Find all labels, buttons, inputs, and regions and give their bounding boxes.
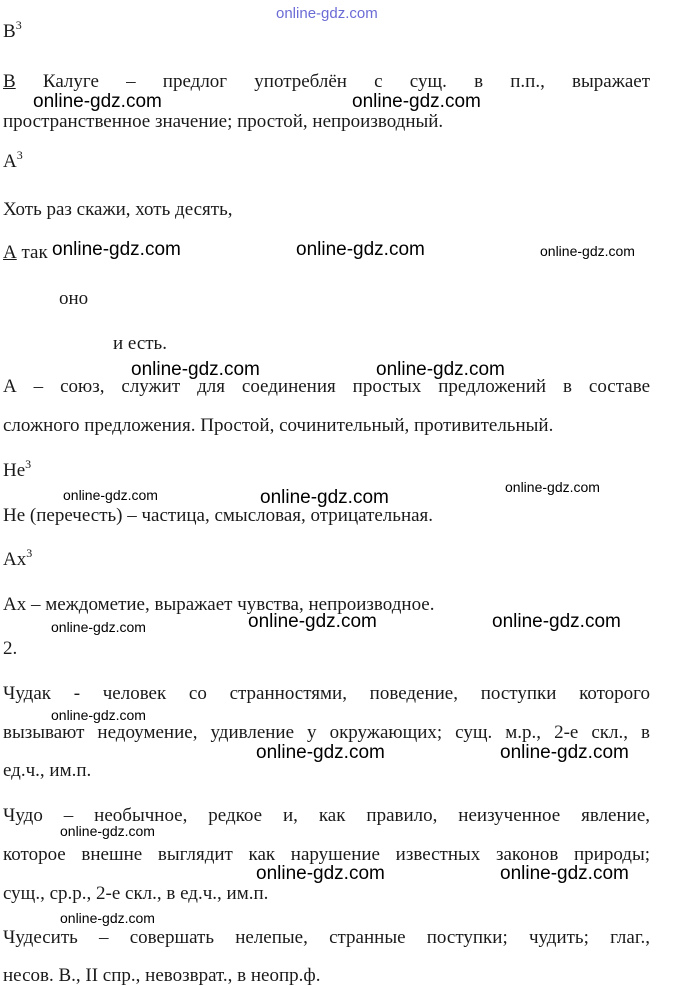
watermark: online-gdz.com: [352, 91, 481, 112]
paragraph-v-line1: В Калуге – предлог употреблён с сущ. в п.п., выражает: [3, 71, 650, 92]
watermark: online-gdz.com: [60, 823, 155, 839]
poem-line-4: и есть.: [113, 333, 167, 354]
heading-ne: $Не^3$: [3, 457, 32, 481]
watermark: online-gdz.com: [500, 742, 629, 763]
paragraph-chudo-line3: сущ., ср.р., 2-е скл., в ед.ч., им.п.: [3, 883, 269, 904]
watermark: online-gdz.com: [296, 239, 425, 260]
paragraph-chudesit-line2: несов. В., II спр., невозврат., в неопр.ф.: [3, 965, 321, 986]
watermark: online-gdz.com: [256, 863, 385, 884]
heading-a: $А^3$: [3, 148, 23, 172]
watermark: online-gdz.com: [376, 359, 505, 380]
watermark: online-gdz.com: [131, 359, 260, 380]
watermark: online-gdz.com: [51, 619, 146, 635]
paragraph-chudak-line3: ед.ч., им.п.: [3, 760, 92, 781]
watermark: online-gdz.com: [540, 243, 635, 259]
paragraph-chudak-line2: вызывают недоумение, удивление у окружающих; сущ. м.р., 2-е скл., в: [3, 722, 650, 743]
watermark: online-gdz.com: [505, 479, 600, 495]
watermark: online-gdz.com: [260, 487, 389, 508]
paragraph-chudesit-line1: Чудесить – совершать нелепые, странные поступки; чудить; глаг.,: [3, 927, 650, 948]
paragraph-a-line1: А – союз, служит для соединения простых предложений в составе: [3, 376, 650, 397]
paragraph-ne: Не (перечесть) – частица, смысловая, отрицательная.: [3, 505, 434, 526]
watermark: online-gdz.com: [248, 611, 377, 632]
watermark: online-gdz.com: [492, 611, 621, 632]
site-header-watermark: online-gdz.com: [276, 5, 378, 22]
paragraph-ah: Ах – междометие, выражает чувства, непроизводное.: [3, 594, 435, 615]
paragraph-chudo-line2: которое внешне выглядит как нарушение известных законов природы;: [3, 844, 650, 865]
section-number-2: 2.: [3, 638, 18, 659]
watermark: online-gdz.com: [63, 487, 158, 503]
poem-line-3: оно: [59, 288, 89, 309]
paragraph-a-line2: сложного предложения. Простой, сочинительный, противительный.: [3, 415, 554, 436]
watermark: online-gdz.com: [256, 742, 385, 763]
watermark: online-gdz.com: [33, 91, 162, 112]
watermark: online-gdz.com: [51, 707, 146, 723]
watermark: online-gdz.com: [60, 910, 155, 926]
poem-line-1: Хоть раз скажи, хоть десять,: [3, 199, 233, 220]
paragraph-v-line2: пространственное значение; простой, непроизводный.: [3, 111, 444, 132]
heading-ah: $Ах^3$: [3, 546, 33, 570]
heading-v: $В^3$: [3, 18, 22, 42]
paragraph-chudak-line1: Чудак - человек со странностями, поведение, поступки которого: [3, 683, 650, 704]
poem-line-2: А так: [3, 242, 48, 263]
watermark: online-gdz.com: [52, 239, 181, 260]
watermark: online-gdz.com: [500, 863, 629, 884]
paragraph-chudo-line1: Чудо – необычное, редкое и, как правило, неизученное явление,: [3, 805, 650, 826]
